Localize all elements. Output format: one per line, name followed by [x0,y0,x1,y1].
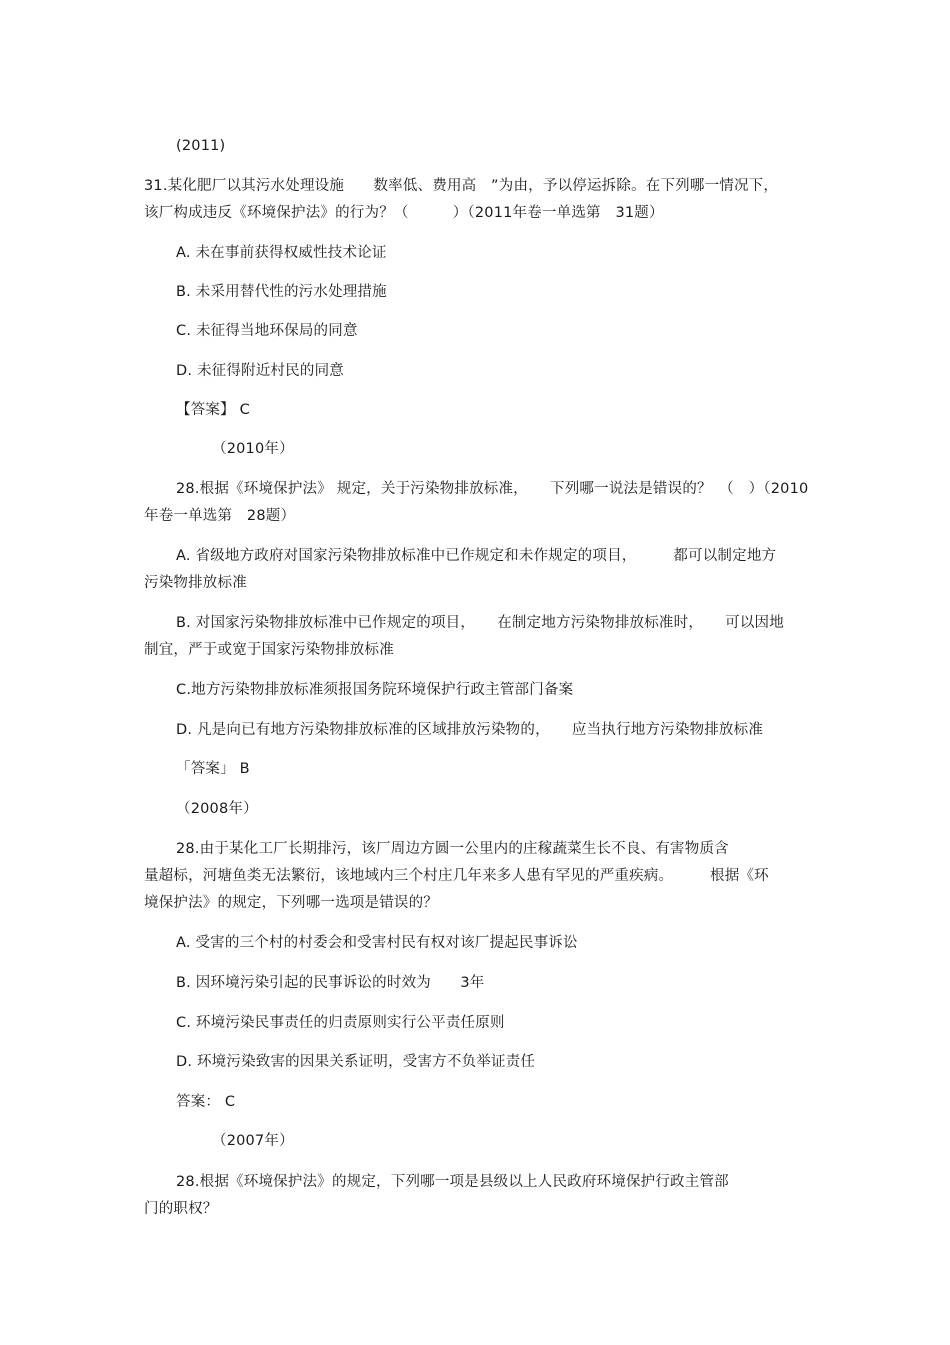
question-31-line-2: 该厂构成违反《环境保护法》的行为？（ ）（2011年卷一单选第 31题） [144,205,664,221]
question-28-2007-line-1: 28.根据《环境保护法》的规定，下列哪一项是县级以上人民政府环境保护行政主管部 [176,1174,729,1190]
option-d: D. 未征得附近村民的同意 [176,363,344,379]
question-31-line-1: 31.某化肥厂以其污水处理设施 数率低、费用高 ”为由，予以停运拆除。在下列哪一情况下， [144,178,779,194]
year-heading-2007: （2007年） [212,1133,294,1149]
option-a-line-2: 污染物排放标准 [144,575,247,591]
option-c: C.地方污染物排放标准须报国务院环境保护行政主管部门备案 [176,682,574,698]
option-b: B. 未采用替代性的污水处理措施 [176,284,387,300]
year-heading-2008: （2008年） [176,801,258,817]
year-heading-2010: （2010年） [212,441,294,457]
year-heading-2011: (2011) [176,138,226,154]
option-d: D. 凡是向已有地方污染物排放标准的区域排放污染物的， 应当执行地方污染物排放标准 [176,722,764,738]
option-b: B. 因环境污染引起的民事诉讼的时效为 3年 [176,975,485,991]
option-a: A. 受害的三个村的村委会和受害村民有权对该厂提起民事诉讼 [176,935,578,951]
question-28-2008-line-2: 量超标，河塘鱼类无法繁衍，该地域内三个村庄几年来多人患有罕见的严重疾病。 根据《环 [144,868,769,884]
option-c: C. 环境污染民事责任的归责原则实行公平责任原则 [176,1015,505,1031]
answer: 「答案」 B [176,761,250,777]
answer: 【答案】 C [176,402,250,418]
option-b-line-1: B. 对国家污染物排放标准中已作规定的项目， 在制定地方污染物排放标准时， 可以因地 [176,615,784,631]
option-a: A. 未在事前获得权威性技术论证 [176,245,387,261]
question-28-2010-line-2: 年卷一单选第 28题） [144,508,296,524]
answer: 答案： C [176,1094,236,1110]
question-28-2007-line-2: 门的职权？ [144,1201,218,1217]
question-28-2008-line-1: 28.由于某化工厂长期排污，该厂周边方圆一公里内的庄稼蔬菜生长不良、有害物质含 [176,841,729,857]
question-28-2008-line-3: 境保护法》的规定，下列哪一选项是错误的？ [144,895,438,911]
option-b-line-2: 制宜，严于或宽于国家污染物排放标准 [144,642,394,658]
option-d: D. 环境污染致害的因果关系证明，受害方不负举证责任 [176,1054,536,1070]
question-28-2010-line-1: 28.根据《环境保护法》 规定，关于污染物排放标准， 下列哪一说法是错误的？ （ ）（2010 [176,481,809,497]
option-c: C. 未征得当地环保局的同意 [176,323,358,339]
option-a-line-1: A. 省级地方政府对国家污染物排放标准中已作规定和未作规定的项目， 都可以制定地方 [176,548,777,564]
